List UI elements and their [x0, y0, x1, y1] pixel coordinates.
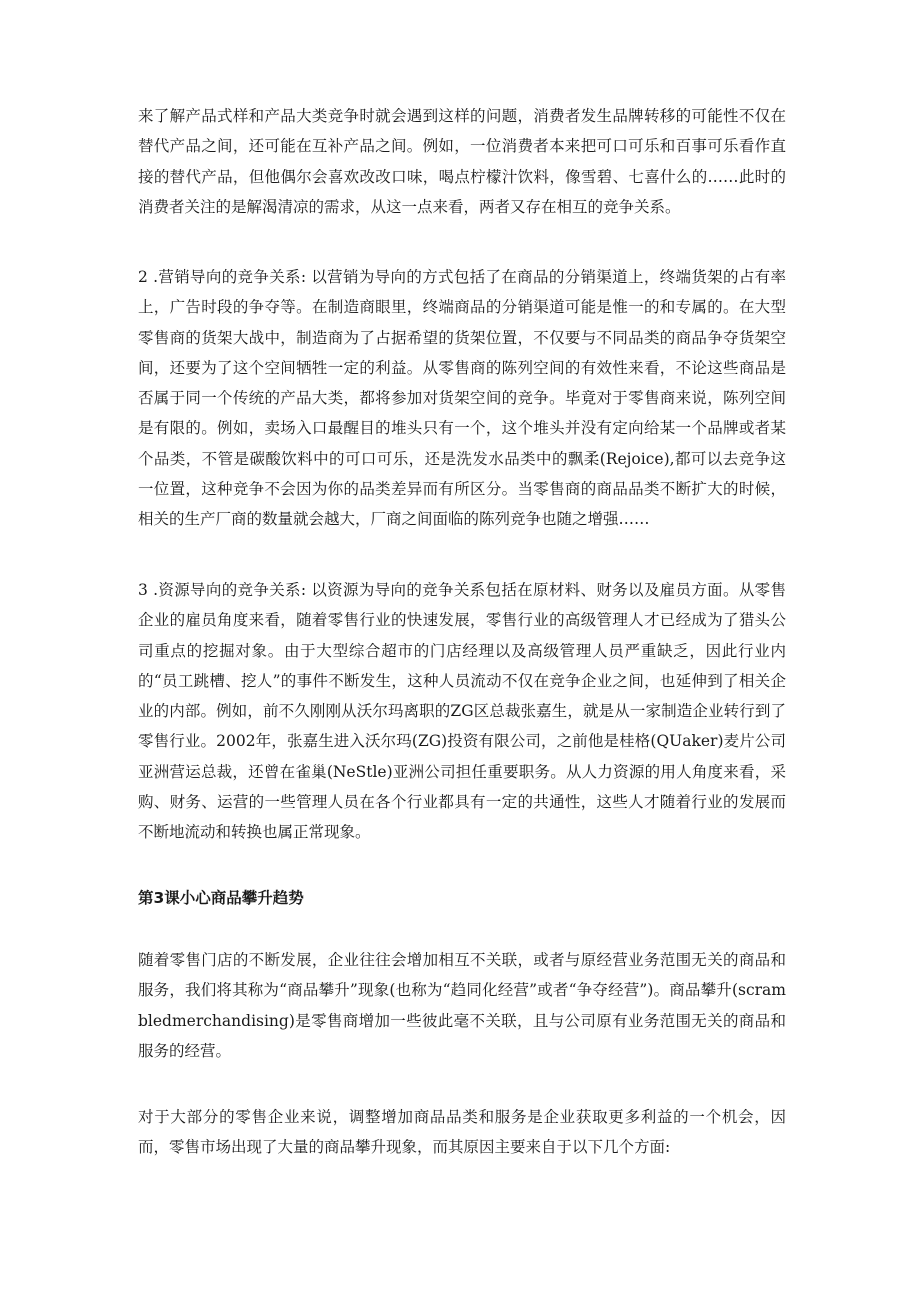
paragraph-brand-switching: 来了解产品式样和产品大类竞争时就会遇到这样的问题，消费者发生品牌转移的可能性不仅在替代产品之间，还可能在互补产品之间。例如，一位消费者本来把可口可乐和百事可乐看作直接的替代产品，但他偶尔会喜欢改改口味，喝点柠檬汁饮料，像雪碧、七喜什么的……此时的消费者关注的是解渴清凉的需求，从这一点来看，两者又存在相互的竞争关系。	[138, 107, 786, 216]
paragraph-resource-competition: 3 .资源导向的竞争关系: 以资源为导向的竞争关系包括在原材料、财务以及雇员方面。从零售企业的雇员角度来看，随着零售行业的快速发展，零售行业的高级管理人才已经成为了猎头公司重点的挖掘对象。由于大型综合超市的门店经理以及高级管理人员严重缺乏，因此行业内的“员工跳槽、挖人”的事件不断发生，这种人员流动不仅在竞争企业之间，也延伸到了相关企业的内部。例如，前不久刚刚从沃尔玛离职的ZG区总裁张嘉生，就是从一家制造企业转行到了零售行业。2002年，张嘉生进入沃尔玛(ZG)投资有限公司，之前他是桂格(QUaker)麦片公司亚洲营运总裁，还曾在雀巢(NeStle)亚洲公司担任重要职务。从人力资源的用人角度来看，采购、财务、运营的一些管理人员在各个行业都具有一定的共通性，这些人才随着行业的发展而不断地流动和转换也属正常现象。	[138, 581, 786, 842]
paragraph-scrambled-merchandising: 随着零售门店的不断发展，企业往往会增加相互不关联，或者与原经营业务范围无关的商品和服务，我们将其称为“商品攀升”现象(也称为“趋同化经营”或者“争夺经营”)。商品攀升(scrambledmerchandising)是零售商增加一些彼此毫不关联，且与公司原有业务范围无关的商品和服务的经营。	[138, 951, 786, 1060]
section-heading: 第3课小心商品攀升趋势	[138, 889, 304, 907]
paragraph-marketing-competition: 2 .营销导向的竞争关系: 以营销为导向的方式包括了在商品的分销渠道上，终端货架的占有率上，广告时段的争夺等。在制造商眼里，终端商品的分销渠道可能是惟一的和专属的。在大型零售商的货架大战中，制造商为了占据希望的货架位置，不仅要与不同品类的商品争夺货架空间，还要为了这个空间牺牲一定的利益。从零售商的陈列空间的有效性来看，不论这些商品是否属于同一个传统的产品大类，都将参加对货架空间的竞争。毕竟对于零售商来说，陈列空间是有限的。例如，卖场入口最醒目的堆头只有一个，这个堆头并没有定向给某一个品牌或者某个品类，不管是碳酸饮料中的可口可乐，还是洗发水品类中的飘柔(Rejoice),都可以去竞争这一位置，这种竞争不会因为你的品类差异而有所区分。当零售商的商品品类不断扩大的时候，相关的生产厂商的数量就会越大，厂商之间面临的陈列竞争也随之增强……	[138, 268, 786, 529]
paragraph-reasons-intro: 对于大部分的零售企业来说，调整增加商品品类和服务是企业获取更多利益的一个机会，因而，零售市场出现了大量的商品攀升现象，而其原因主要来自于以下几个方面:	[138, 1108, 786, 1157]
